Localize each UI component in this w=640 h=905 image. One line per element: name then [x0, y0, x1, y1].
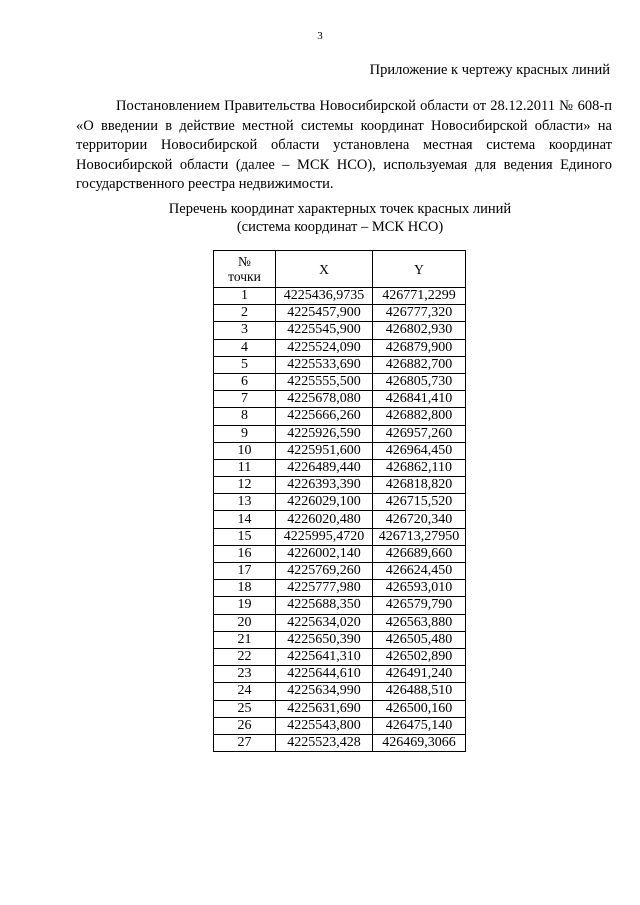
x-coordinate-cell: 4226002,140 [276, 545, 373, 562]
y-coordinate-cell: 426689,660 [373, 545, 466, 562]
table-row [214, 580, 466, 597]
appendix-title: Приложение к чертежу красных линий [369, 62, 610, 78]
x-coordinate-cell: 4225436,9735 [276, 288, 373, 305]
y-coordinate-cell: 426720,340 [373, 511, 466, 528]
y-coordinate-cell: 426624,450 [373, 563, 466, 580]
y-coordinate-cell: 426805,730 [373, 373, 466, 390]
x-coordinate-cell: 4225631,690 [276, 700, 373, 717]
x-coordinate-cell: 4226020,480 [276, 511, 373, 528]
point-number-cell: 5 [214, 356, 276, 373]
x-coordinate-cell: 4226489,440 [276, 459, 373, 476]
x-coordinate-cell: 4226029,100 [276, 494, 373, 511]
point-number-cell: 26 [214, 717, 276, 734]
table-row [214, 700, 466, 717]
x-coordinate-cell: 4225641,310 [276, 648, 373, 665]
point-number-cell: 2 [214, 305, 276, 322]
page-number: 3 [317, 30, 323, 42]
y-coordinate-cell: 426579,790 [373, 597, 466, 614]
coordinates-table-body [214, 288, 466, 752]
point-number-cell: 23 [214, 666, 276, 683]
point-number-cell: 21 [214, 631, 276, 648]
point-number-cell: 8 [214, 408, 276, 425]
y-coordinate-cell: 426882,700 [373, 356, 466, 373]
x-coordinate-cell: 4225634,020 [276, 614, 373, 631]
table-row [214, 408, 466, 425]
table-row [214, 356, 466, 373]
table-row [214, 305, 466, 322]
x-coordinate-cell: 4226393,390 [276, 477, 373, 494]
point-number-cell: 4 [214, 339, 276, 356]
point-number-cell: 7 [214, 391, 276, 408]
y-coordinate-cell: 426771,2299 [373, 288, 466, 305]
x-coordinate-cell: 4225995,4720 [276, 528, 373, 545]
point-number-cell: 24 [214, 683, 276, 700]
x-coordinate-cell: 4225634,990 [276, 683, 373, 700]
table-row [214, 717, 466, 734]
table-row [214, 528, 466, 545]
intro-text: Постановлением Правительства Новосибирской области от 28.12.2011 № 608-п «О введении в действие местной системы координат Новосибирской области» на территории Новосибирской области установлена местная система координат Новосибирской области (далее – МСК НСО), используемая для ведения Единого государственного реестра недвижимости. [76, 98, 612, 192]
y-coordinate-cell: 426505,480 [373, 631, 466, 648]
x-coordinate-cell: 4225926,590 [276, 425, 373, 442]
x-coordinate-cell: 4225678,080 [276, 391, 373, 408]
point-number-cell: 27 [214, 734, 276, 751]
table-row [214, 563, 466, 580]
point-number-cell: 10 [214, 442, 276, 459]
y-coordinate-cell: 426882,800 [373, 408, 466, 425]
y-coordinate-cell: 426713,27950 [373, 528, 466, 545]
point-number-cell: 18 [214, 580, 276, 597]
point-number-cell: 9 [214, 425, 276, 442]
coordinates-table [213, 250, 466, 752]
list-title-line2: (система координат – МСК НСО) [236, 219, 444, 235]
table-row [214, 391, 466, 408]
table-header-row [214, 251, 466, 288]
point-number-cell: 19 [214, 597, 276, 614]
table-row [214, 631, 466, 648]
x-coordinate-cell: 4225523,428 [276, 734, 373, 751]
table-row [214, 734, 466, 751]
y-coordinate-cell: 426469,3066 [373, 734, 466, 751]
table-row [214, 477, 466, 494]
intro-paragraph [76, 97, 612, 195]
x-coordinate-cell: 4225688,350 [276, 597, 373, 614]
table-row [214, 666, 466, 683]
point-number-cell: 11 [214, 459, 276, 476]
table-row [214, 459, 466, 476]
table-row [214, 494, 466, 511]
x-coordinate-cell: 4225769,260 [276, 563, 373, 580]
x-coordinate-cell: 4225524,090 [276, 339, 373, 356]
point-number-cell: 6 [214, 373, 276, 390]
point-number-cell: 15 [214, 528, 276, 545]
y-coordinate-cell: 426715,520 [373, 494, 466, 511]
table-row [214, 614, 466, 631]
list-title-line1: Перечень координат характерных точек красных линий [168, 201, 512, 217]
x-coordinate-cell: 4225666,260 [276, 408, 373, 425]
x-coordinate-cell: 4225777,980 [276, 580, 373, 597]
point-number-cell: 3 [214, 322, 276, 339]
y-coordinate-cell: 426475,140 [373, 717, 466, 734]
y-coordinate-cell: 426488,510 [373, 683, 466, 700]
point-number-cell: 16 [214, 545, 276, 562]
y-coordinate-cell: 426862,110 [373, 459, 466, 476]
table-row [214, 648, 466, 665]
y-coordinate-cell: 426777,320 [373, 305, 466, 322]
table-row [214, 442, 466, 459]
table-row [214, 339, 466, 356]
x-coordinate-cell: 4225543,800 [276, 717, 373, 734]
x-coordinate-cell: 4225555,500 [276, 373, 373, 390]
x-coordinate-cell: 4225533,690 [276, 356, 373, 373]
x-coordinate-cell: 4225650,390 [276, 631, 373, 648]
x-coordinate-cell: 4225457,900 [276, 305, 373, 322]
point-number-cell: 20 [214, 614, 276, 631]
y-coordinate-cell: 426841,410 [373, 391, 466, 408]
y-coordinate-cell: 426491,240 [373, 666, 466, 683]
table-row [214, 545, 466, 562]
y-coordinate-cell: 426879,900 [373, 339, 466, 356]
table-row [214, 322, 466, 339]
table-row [214, 425, 466, 442]
header-x: X [276, 251, 373, 288]
point-number-cell: 14 [214, 511, 276, 528]
y-coordinate-cell: 426957,260 [373, 425, 466, 442]
point-number-cell: 22 [214, 648, 276, 665]
point-number-cell: 17 [214, 563, 276, 580]
header-point-number [214, 251, 276, 288]
y-coordinate-cell: 426563,880 [373, 614, 466, 631]
y-coordinate-cell: 426964,450 [373, 442, 466, 459]
table-row [214, 288, 466, 305]
point-number-cell: 1 [214, 288, 276, 305]
point-number-cell: 13 [214, 494, 276, 511]
table-row [214, 683, 466, 700]
header-y: Y [373, 251, 466, 288]
x-coordinate-cell: 4225644,610 [276, 666, 373, 683]
y-coordinate-cell: 426593,010 [373, 580, 466, 597]
y-coordinate-cell: 426502,890 [373, 648, 466, 665]
header-point-label: № точки [228, 254, 261, 284]
y-coordinate-cell: 426818,820 [373, 477, 466, 494]
point-number-cell: 25 [214, 700, 276, 717]
table-row [214, 597, 466, 614]
y-coordinate-cell: 426500,160 [373, 700, 466, 717]
y-coordinate-cell: 426802,930 [373, 322, 466, 339]
point-number-cell: 12 [214, 477, 276, 494]
list-title [0, 200, 640, 236]
table-row [214, 511, 466, 528]
table-row [214, 373, 466, 390]
x-coordinate-cell: 4225951,600 [276, 442, 373, 459]
x-coordinate-cell: 4225545,900 [276, 322, 373, 339]
